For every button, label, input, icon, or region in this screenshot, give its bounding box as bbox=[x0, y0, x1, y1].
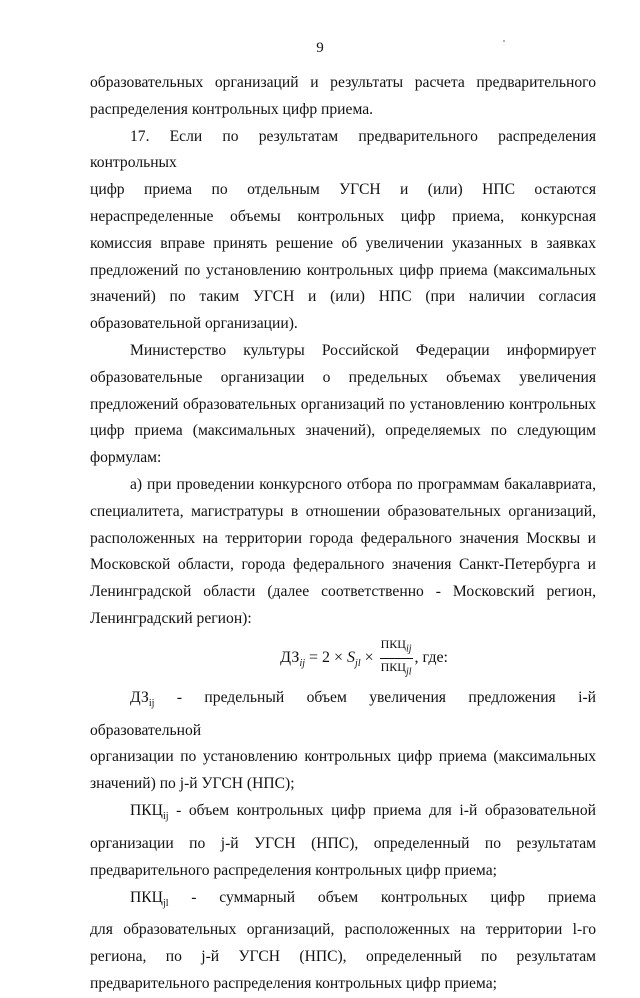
denominator-subscript: jl bbox=[405, 665, 412, 677]
def-text: - предельный объем увеличения предложения i-й образовательной bbox=[90, 688, 596, 739]
text-block: организации по установлению контрольных цифр приема (максимальных значений) по j-й УГСН (НПС); bbox=[90, 748, 596, 793]
text-block: для образовательных организаций, расположенных на территории l-го региона, по j-й УГСН (НПС), определенный по результатам предварительного распределения контрольных цифр приема; bbox=[90, 921, 596, 993]
fraction-numerator bbox=[380, 637, 413, 658]
text-line: 17. Если по результатам предварительного распределения контрольных bbox=[90, 127, 596, 172]
formula bbox=[90, 635, 596, 681]
formula-s-symbol: S bbox=[347, 648, 356, 666]
text-block: образовательные организации о предельных объемах увеличения предложений образовательных организаций по установлению контрольных цифр приема (максимальных значений), определяемых по следующим формулам: bbox=[90, 368, 596, 467]
numerator-symbol: ПКЦ bbox=[380, 637, 406, 652]
def-text: - объем контрольных цифр приема для i-й образовательной bbox=[168, 802, 596, 820]
def-subscript: ij bbox=[162, 811, 169, 823]
text-block: организации по j-й УГСН (НПС), определенный по результатам предварительного распределения контрольных цифр приема; bbox=[90, 834, 596, 879]
fraction-denominator bbox=[380, 659, 413, 679]
paragraph-a bbox=[90, 472, 596, 633]
formula-equals-coefficient: = 2 × bbox=[309, 648, 344, 666]
text-line: Министерство культуры Российской Федерации информирует bbox=[130, 341, 596, 359]
formula-fraction bbox=[380, 637, 413, 679]
text-block: цифр приема по отдельным УГСН и (или) НПС остаются нераспределенные объемы контрольных цифр приема, конкурсная комиссия вправе принять решение об увеличении указанных в заявках предложений по установлению контрольных цифр приема (максимальных значений) по таким УГСН и (или) НПС (при наличии согласия образовательной организации). bbox=[90, 181, 596, 333]
paragraph-continuation bbox=[90, 70, 596, 124]
formula-lhs: ДЗ bbox=[280, 648, 300, 666]
def-text: - суммарный объем контрольных цифр приема bbox=[168, 888, 596, 906]
text-line bbox=[90, 885, 596, 918]
text-line bbox=[90, 798, 596, 831]
paragraph-17 bbox=[90, 124, 596, 338]
def-symbol: ПКЦ bbox=[130, 888, 163, 906]
formula-tail: , где: bbox=[414, 648, 448, 666]
def-subscript: jl bbox=[162, 897, 169, 909]
definition-dz bbox=[90, 685, 596, 798]
definition-pkc-jl bbox=[90, 885, 596, 998]
text-line: а) при проведении конкурсного отбора по программам бакалавриата, bbox=[130, 475, 596, 493]
text-block: специалитета, магистратуры в отношении образовательных организаций, расположенных на территории города федерального значения Москвы и Московской области, города федерального значения Санкт-Петербурга и Ленинградской области (далее соответственно - Московский регион, Ленинградский регион): bbox=[90, 502, 596, 627]
page-number: 9 bbox=[316, 40, 324, 56]
definition-pkc-ij bbox=[90, 798, 596, 885]
numerator-subscript: ij bbox=[405, 643, 412, 655]
def-subscript: ij bbox=[148, 697, 155, 709]
text-line bbox=[90, 685, 596, 745]
document-body bbox=[90, 70, 596, 998]
def-symbol: ДЗ bbox=[130, 688, 149, 706]
text-line: распределения контрольных цифр приема. bbox=[90, 100, 374, 118]
denominator-symbol: ПКЦ bbox=[380, 659, 406, 674]
formula-times: × bbox=[364, 648, 374, 666]
scan-speck bbox=[503, 40, 505, 42]
text-line: образовательных организаций и результаты расчета предварительного bbox=[90, 74, 596, 91]
def-symbol: ПКЦ bbox=[130, 802, 163, 820]
formula-lhs-subscript: ij bbox=[299, 657, 305, 669]
paragraph-ministry bbox=[90, 338, 596, 472]
formula-s-subscript: jl bbox=[355, 657, 361, 669]
